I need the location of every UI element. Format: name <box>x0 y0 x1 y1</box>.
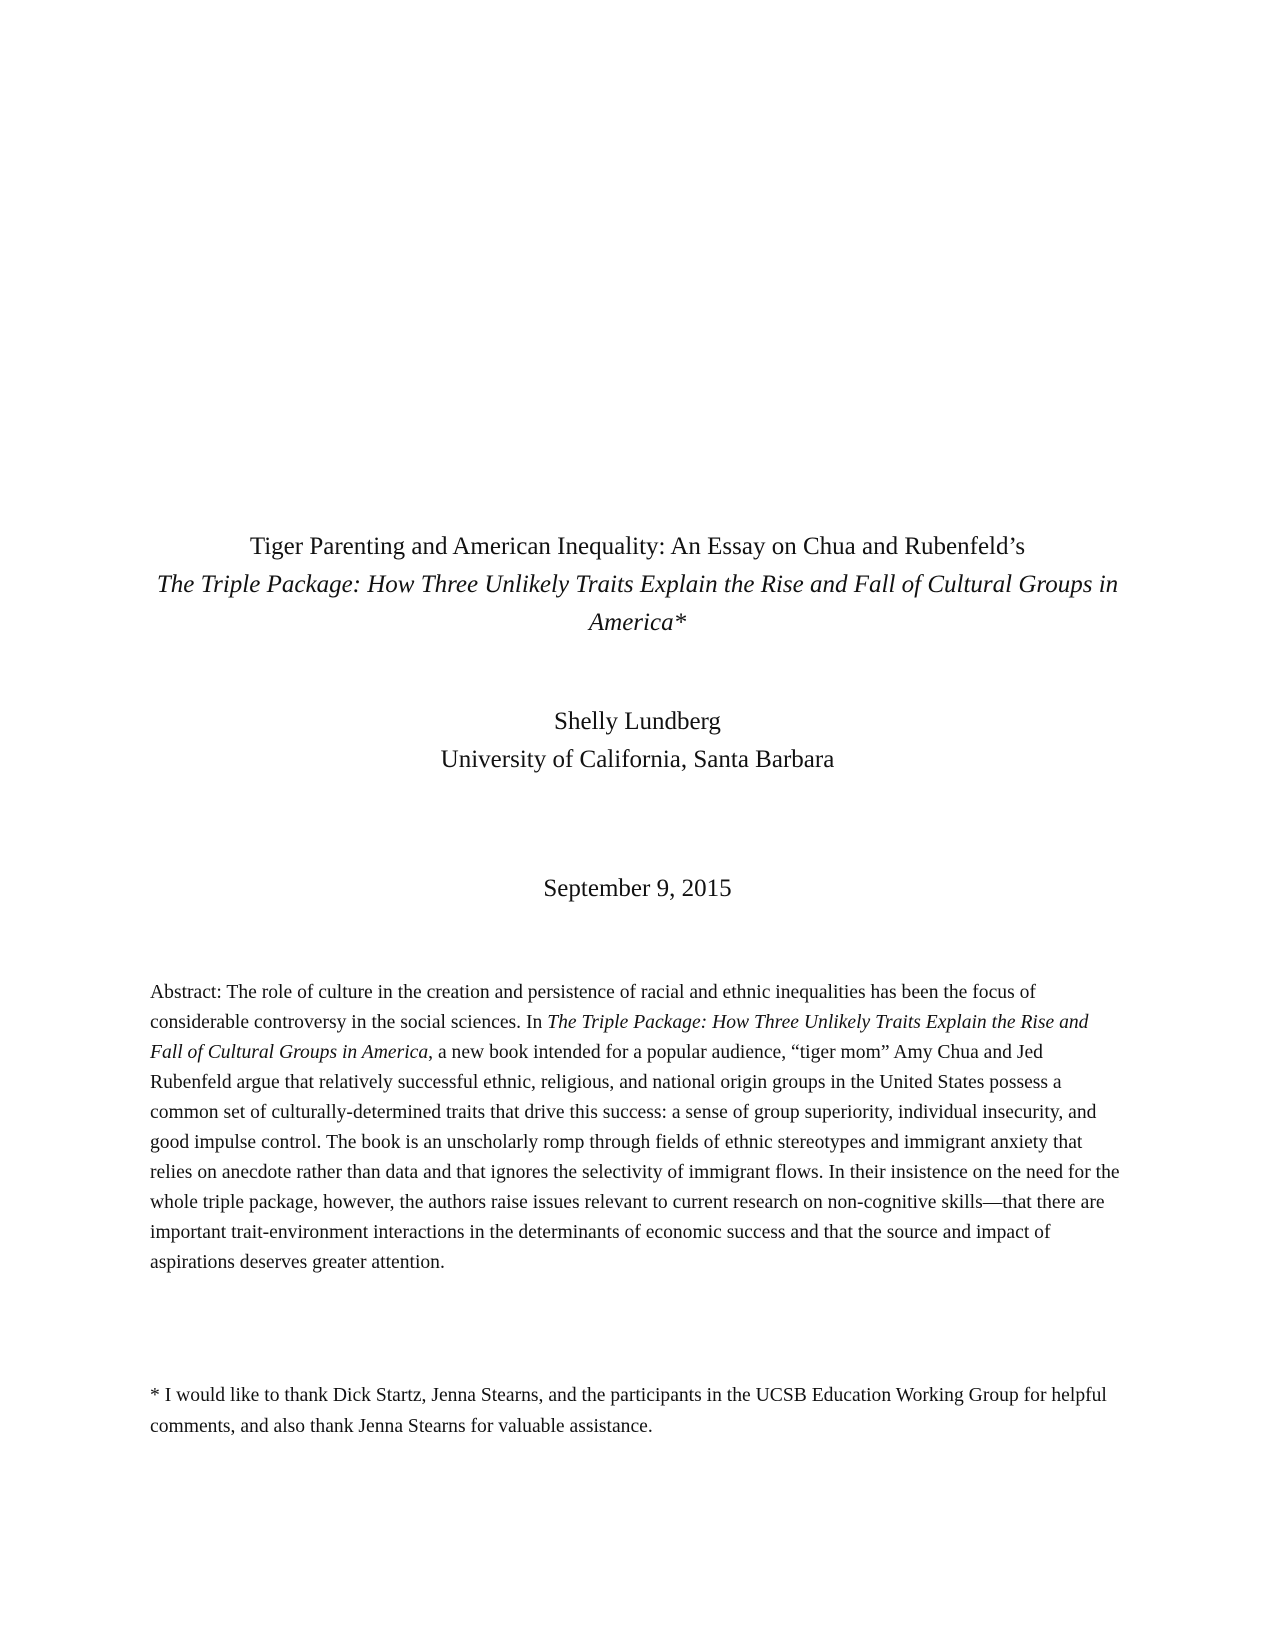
footnote: * I would like to thank Dick Startz, Jenna Stearns, and the participants in the UCSB Education Working Group for helpful comments, and also thank Jenna Stearns for valuable assistance. <box>150 1385 1107 1437</box>
title-book-subtitle <box>150 566 1125 642</box>
abstract-lead: Abstract: The role of culture in the creation and persistence of racial and ethnic inequalities has been the focus of considerable controversy in the social sciences. In <box>150 982 1036 1033</box>
paper-date: September 9, 2015 <box>543 875 732 902</box>
author-block <box>150 703 1125 779</box>
paper-title <box>150 528 1125 642</box>
abstract-body: , a new book intended for a popular audience, “tiger mom” Amy Chua and Jed Rubenfeld argue that relatively successful ethnic, religious, and national origin groups in the United States possess a common set of culturally-determined traits that drive this success: a sense of group superiority, individual insecurity, and good impulse control. The book is an unscholarly romp through fields of ethnic stereotypes and immigrant anxiety that relies on anecdote rather than data and that ignores the selectivity of immigrant flows. In their insistence on the need for the whole triple package, however, the authors raise issues relevant to current research on non-cognitive skills—that there are important trait-environment interactions in the determinants of economic success and that the source and impact of aspirations deserves greater attention. <box>150 1042 1120 1273</box>
author-affiliation: University of California, Santa Barbara <box>440 746 835 773</box>
abstract <box>150 978 1125 1278</box>
title-book-name: The Triple Package: How Three Unlikely Traits Explain the Rise and Fall of Cultural Groups in America <box>156 571 1119 636</box>
title-footnote-marker: * <box>673 609 687 636</box>
title-line: Tiger Parenting and American Inequality: An Essay on Chua and Rubenfeld’s <box>249 533 1026 560</box>
abstract-book-title: The Triple Package: How Three Unlikely Traits Explain the Rise and Fall of Cultural Groups in America <box>150 1012 1089 1063</box>
author-name: Shelly Lundberg <box>554 708 721 735</box>
